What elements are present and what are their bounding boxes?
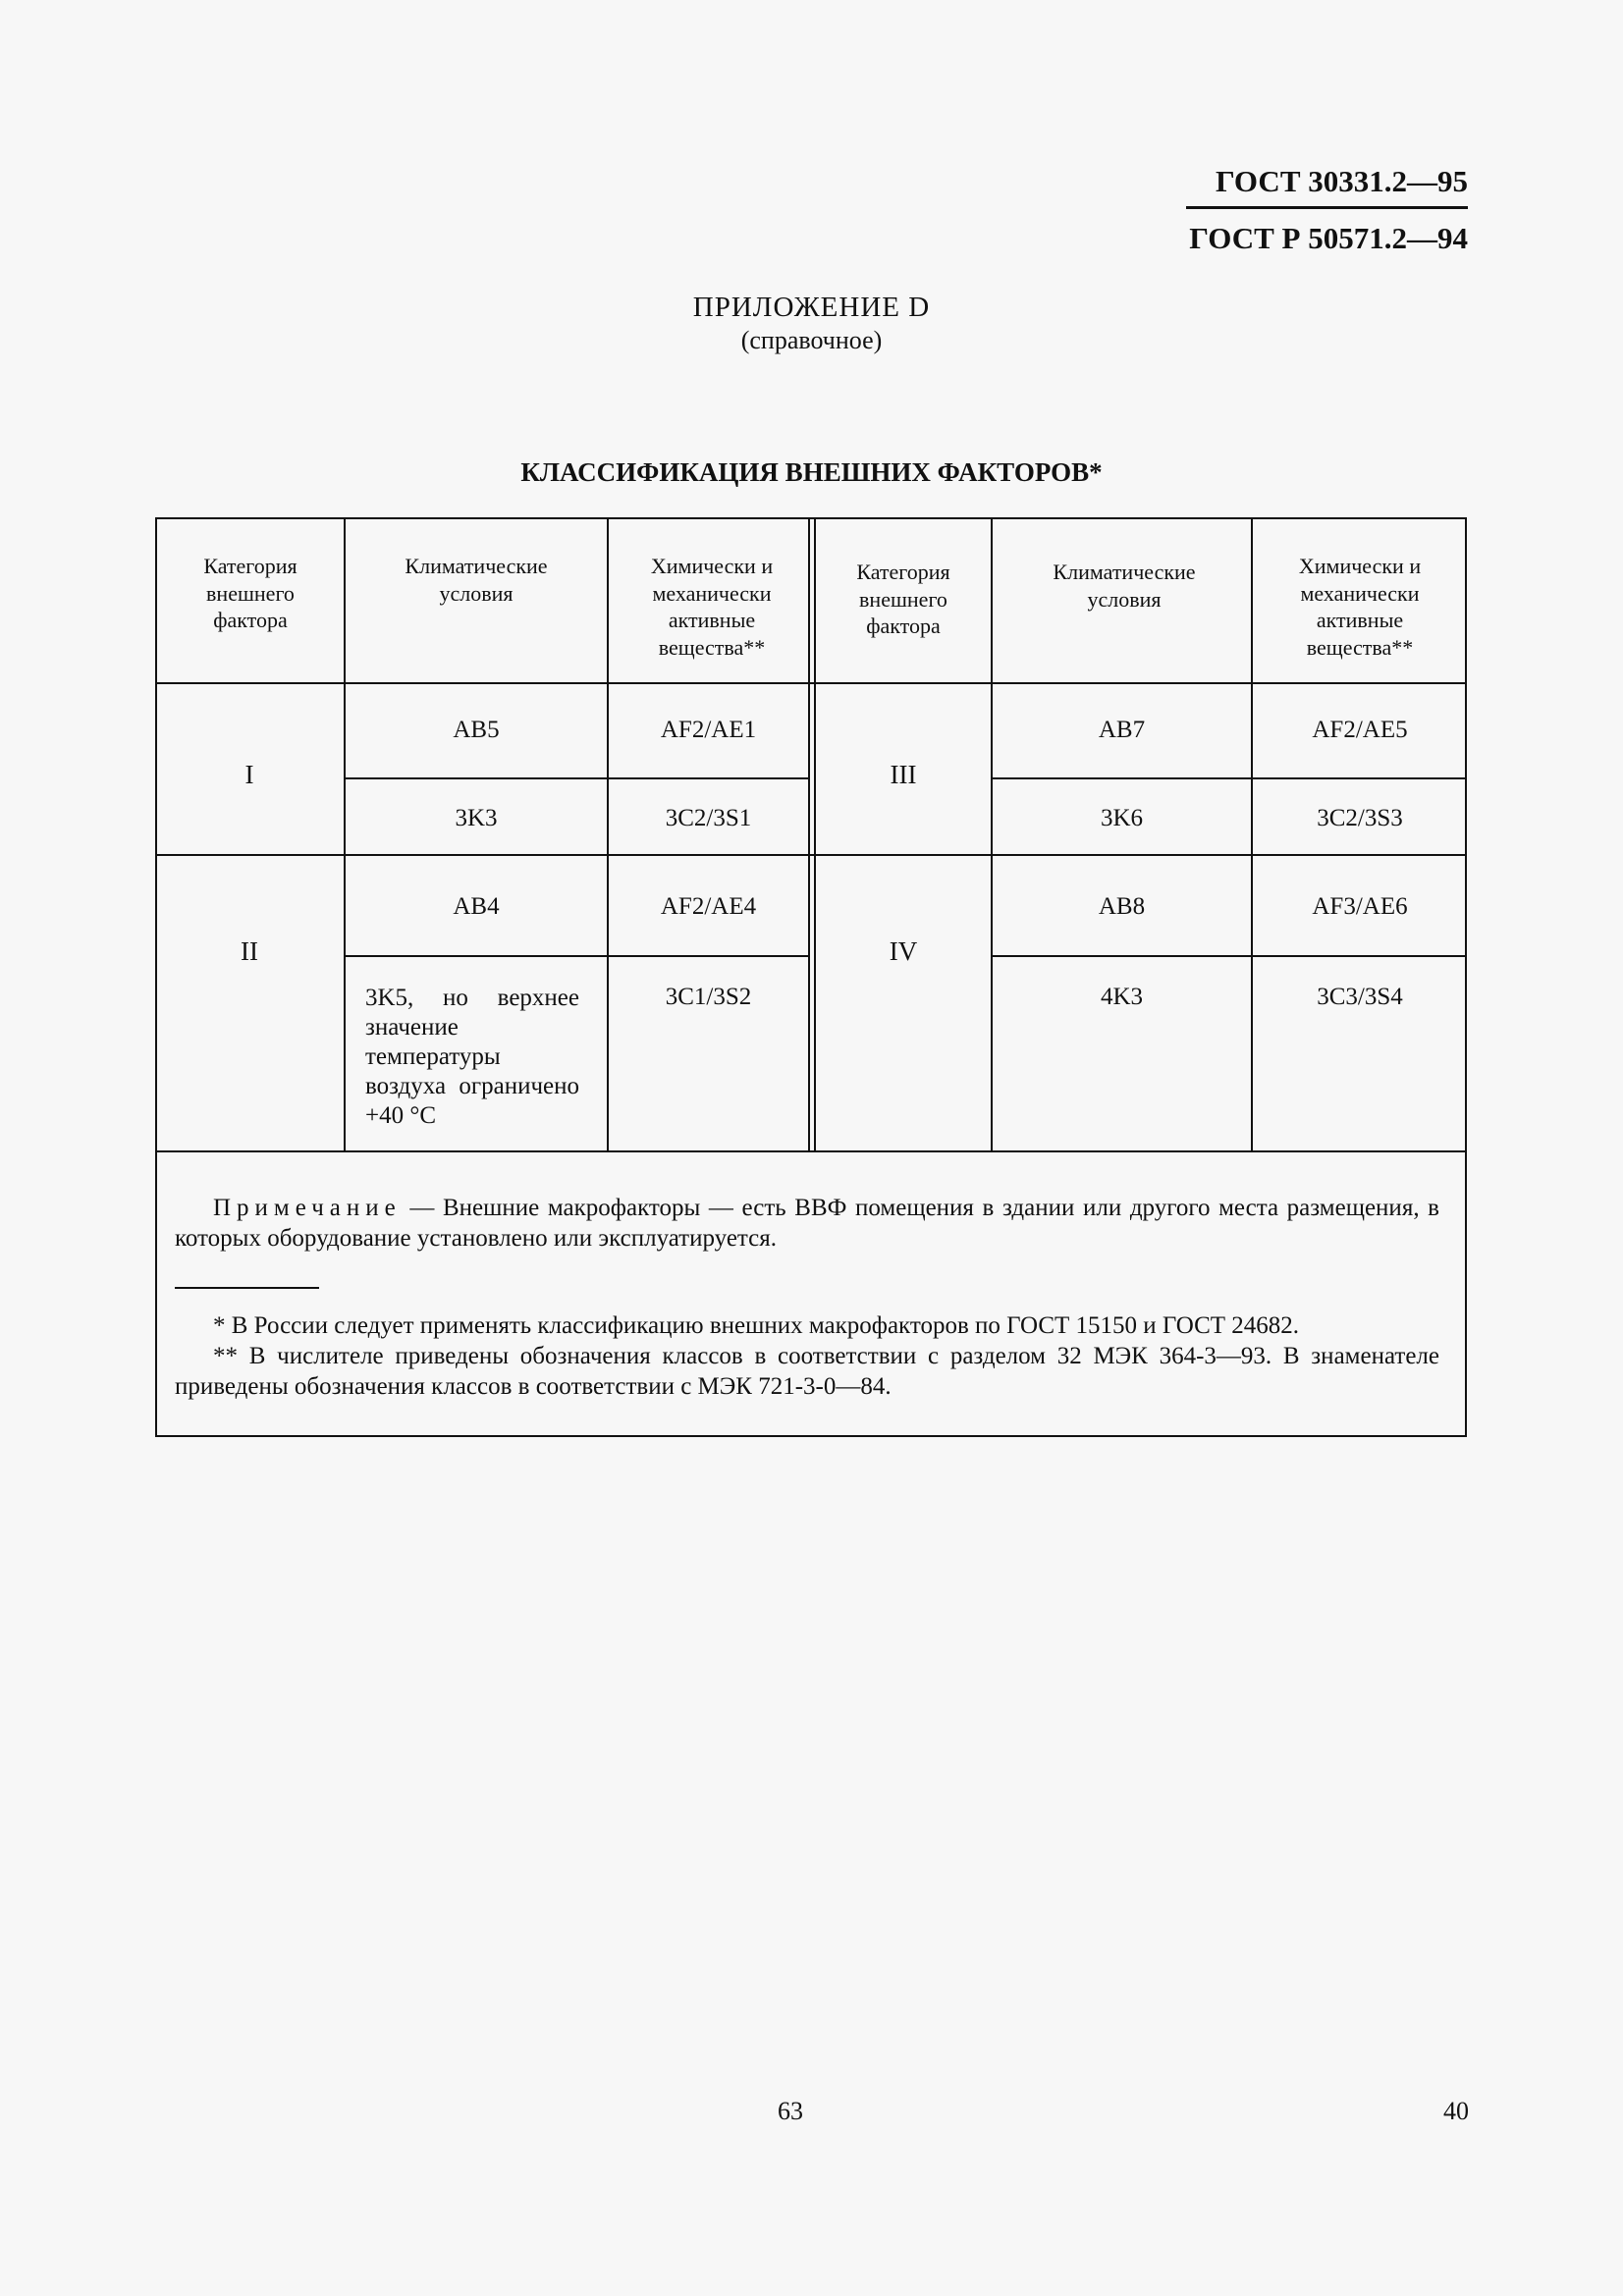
table-divider	[991, 517, 993, 1152]
footnote-2: ** В числителе приведены обозначения классов в соответствии с разделом 32 МЭК 364-3—93. В знаменателе приведены обозначения классов в соответствии с МЭК 721-3-0—84.	[175, 1343, 1439, 1400]
page-number-right: 40	[1443, 2097, 1469, 2125]
note-text: — Внешние макрофакторы — есть ВВФ помещения в здании или другого места размещения, в которых оборудование установлено или эксплуатируется.	[175, 1195, 1439, 1252]
table-divider	[344, 777, 810, 779]
table-divider	[991, 777, 1467, 779]
climatic-cell: 4K3	[1100, 984, 1144, 1010]
chemical-cell: AF2/AE5	[1312, 717, 1408, 743]
climatic-cell: 3K5, но верхнее значение температуры воздуха ограничено +40 °C	[365, 985, 579, 1129]
chemical-cell: 3C1/3S2	[665, 984, 752, 1010]
appendix-title: ПРИЛОЖЕНИЕ D	[692, 292, 931, 323]
table-divider	[155, 854, 1467, 856]
note-label: Примечание	[213, 1195, 402, 1221]
table-divider	[808, 517, 810, 1152]
table-divider	[155, 1150, 1467, 1152]
header-climatic-right: Климатические условия	[1053, 560, 1196, 612]
climatic-cell: AB8	[1098, 893, 1146, 920]
chemical-cell: 3C3/3S4	[1317, 984, 1403, 1010]
table-divider	[1251, 517, 1253, 1152]
table-title: КЛАССИФИКАЦИЯ ВНЕШНИХ ФАКТОРОВ*	[520, 457, 1103, 487]
header-category-right: Категория внешнего фактора	[856, 560, 950, 638]
standard-header	[1186, 162, 1468, 253]
page-number-center: 63	[778, 2097, 803, 2125]
chemical-cell: AF2/AE4	[660, 893, 757, 920]
standard-number-1: ГОСТ 30331.2—95	[1186, 162, 1468, 209]
table-note	[175, 1193, 1439, 1254]
category-cell: I	[244, 760, 254, 789]
table-divider	[814, 517, 816, 1152]
chemical-cell: 3C2/3S1	[665, 805, 752, 831]
category-cell: III	[890, 760, 917, 789]
classification-table	[155, 517, 1467, 1437]
chemical-cell: AF2/AE1	[660, 717, 757, 743]
standard-number-2: ГОСТ Р 50571.2—94	[1189, 221, 1468, 255]
climatic-cell: AB4	[453, 893, 500, 920]
climatic-cell: 3K3	[455, 805, 498, 831]
chemical-cell: AF3/AE6	[1312, 893, 1408, 920]
header-chemical-left: Химически и механически активные вещества**	[650, 554, 774, 660]
header-climatic-left: Климатические условия	[405, 554, 548, 606]
table-divider	[991, 955, 1467, 957]
table-divider	[607, 517, 609, 1152]
category-cell: IV	[889, 936, 918, 966]
table-divider	[344, 955, 810, 957]
climatic-cell: AB7	[1098, 717, 1146, 743]
appendix-subtitle: (справочное)	[740, 326, 883, 354]
climatic-cell: AB5	[453, 717, 500, 743]
header-chemical-right: Химически и механически активные вещества**	[1298, 554, 1422, 660]
footnote-1: * В России следует применять классификацию внешних макрофакторов по ГОСТ 15150 и ГОСТ 24682.	[213, 1312, 1300, 1339]
header-category-left: Категория внешнего фактора	[203, 554, 298, 632]
table-divider	[155, 682, 1467, 684]
category-cell: II	[241, 936, 258, 966]
footnote-separator	[175, 1287, 319, 1289]
climatic-cell: 3K6	[1100, 805, 1144, 831]
table-divider	[344, 517, 346, 1152]
chemical-cell: 3C2/3S3	[1317, 805, 1403, 831]
